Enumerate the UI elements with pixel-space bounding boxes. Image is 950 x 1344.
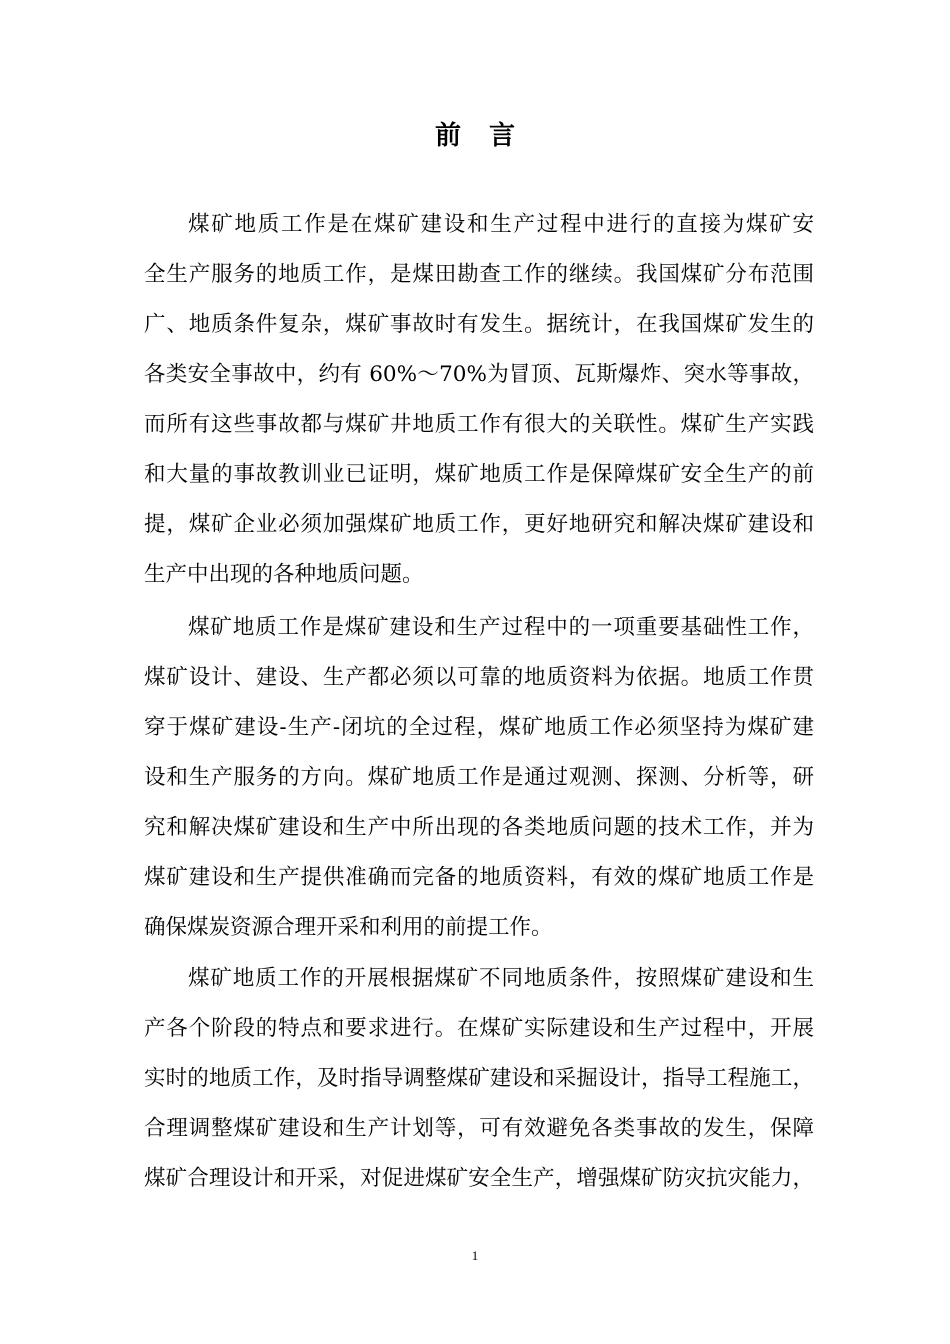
paragraph-line: 合理调整煤矿建设和生产计划等，可有效避免各类事故的发生，保障 — [144, 1116, 814, 1141]
paragraph-line: 煤矿地质工作是煤矿建设和生产过程中的一项重要基础性工作， — [188, 615, 814, 640]
paragraph-line: 各类安全事故中，约有 60%～70%为冒顶、瓦斯爆炸、突水等事故， — [144, 362, 814, 387]
paragraph-line: 煤矿合理设计和开采，对促进煤矿安全生产，增强煤矿防灾抗灾能力， — [144, 1166, 814, 1191]
paragraph-line: 产各个阶段的特点和要求进行。在煤矿实际建设和生产过程中，开展 — [144, 1016, 814, 1041]
paragraph-line: 和大量的事故教训业已证明，煤矿地质工作是保障煤矿安全生产的前 — [144, 462, 814, 487]
paragraph-line: 而所有这些事故都与煤矿井地质工作有很大的关联性。煤矿生产实践 — [144, 412, 814, 437]
paragraph-line: 煤矿设计、建设、生产都必须以可靠的地质资料为依据。地质工作贯 — [144, 665, 814, 690]
paragraph-line: 提，煤矿企业必须加强煤矿地质工作，更好地研究和解决煤矿建设和 — [144, 512, 814, 537]
paragraph-line: 煤矿地质工作的开展根据煤矿不同地质条件，按照煤矿建设和生 — [188, 966, 814, 991]
paragraph-line: 广、地质条件复杂，煤矿事故时有发生。据统计，在我国煤矿发生的 — [144, 312, 814, 337]
paragraph-line: 全生产服务的地质工作，是煤田勘查工作的继续。我国煤矿分布范围 — [144, 262, 814, 287]
preface-paragraph-3 — [144, 954, 814, 1204]
paragraph-line: 究和解决煤矿建设和生产中所出现的各类地质问题的技术工作，并为 — [144, 815, 814, 840]
page-title: 前言 — [434, 121, 543, 151]
paragraph-line: 生产中出现的各种地质问题。 — [144, 562, 424, 587]
preface-paragraph-2 — [144, 603, 814, 953]
paragraph-line: 实时的地质工作，及时指导调整煤矿建设和采掘设计，指导工程施工， — [144, 1066, 814, 1091]
page-number: 1 — [471, 1248, 479, 1263]
preface-paragraph-1 — [144, 200, 814, 600]
paragraph-line: 确保煤炭资源合理开采和利用的前提工作。 — [144, 915, 553, 940]
paragraph-line: 煤矿建设和生产提供准确而完备的地质资料，有效的煤矿地质工作是 — [144, 865, 814, 890]
paragraph-line: 穿于煤矿建设-生产-闭坑的全过程，煤矿地质工作必须坚持为煤矿建 — [144, 715, 814, 740]
paragraph-line: 设和生产服务的方向。煤矿地质工作是通过观测、探测、分析等，研 — [144, 765, 814, 790]
paragraph-line: 煤矿地质工作是在煤矿建设和生产过程中进行的直接为煤矿安 — [188, 212, 814, 237]
